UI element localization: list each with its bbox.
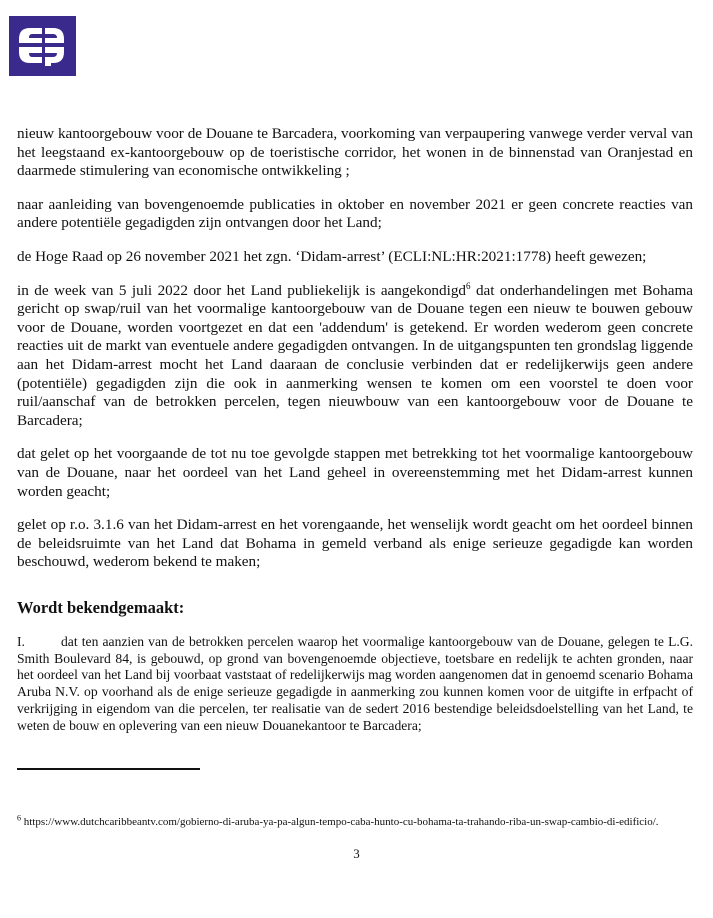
- paragraph-1: nieuw kantoorgebouw voor de Douane te Barcadera, voorkoming van verpaupering vanwege verder verval van het leegstaand ex-kantoorgebouw op de toeristische corridor, het wonen in de binnenstad van Oranjestad en daarmede stimulering van economische ontwikkeling ;: [17, 125, 693, 180]
- paragraph-3: de Hoge Raad op 26 november 2021 het zgn. ‘Didam-arrest’ (ECLI:NL:HR:2021:1778) heeft gewezen;: [17, 247, 647, 265]
- section-heading: Wordt bekendgemaakt:: [17, 598, 185, 617]
- page-number: 3: [353, 846, 360, 861]
- footnote-reference[interactable]: 6: [466, 280, 471, 291]
- paragraph-5: dat gelet op het voorgaande de tot nu toe gevolgde stappen met betrekking tot het voormalige kantoorgebouw van de Douane, naar het oordeel van het Land geheel in overeenstemming met het Didam-arrest kunnen worden geacht;: [17, 445, 693, 500]
- footnote-number: 6: [17, 813, 21, 823]
- paragraph-4-rest: dat onderhandelingen met Bohama gericht op swap/ruil van het voormalige kantoorgebouw van de Douane tegen een nieuw te bouwen gebouw voor de Douane, worden voortgezet en dat een 'addendum' is getekend. Er worden wederom geen concrete reacties uit de markt van eventuele andere gegadigden ontvangen. In de uitgangspunten ten grondslag liggende aan het Didam-arrest mocht het Land daaraan de conclusie verbinden dat er redelijkerwijs geen andere (potentiële) gegadigden zijn die ook in aanmerking wensen te komen om een voorstel te doen voor ruil/aanschaf van de betrokken percelen, tegen nieuwbouw van een kantoorgebouw voor de Douane te Barcadera;: [17, 281, 693, 429]
- paragraph-4: [17, 282, 693, 431]
- logo-mark: [19, 28, 64, 66]
- footnote-link[interactable]: https://www.dutchcaribbeantv.com/gobierno-di-aruba-ya-pa-algun-tempo-caba-hunto-cu-bohama-ta-trahando-riba-un-swap-cambio-di-edificio/.: [21, 816, 659, 828]
- paragraph-2: naar aanleiding van bovengenoemde publicaties in oktober en november 2021 er geen concrete reacties van andere potentiële gegadigden zijn ontvangen door het Land;: [17, 195, 693, 232]
- paragraph-4-start: in de week van 5 juli 2022 door het Land publiekelijk is aangekondigd: [17, 281, 467, 299]
- footnote: [17, 815, 697, 830]
- logo-background: [9, 16, 76, 76]
- body-text: [17, 125, 693, 572]
- paragraph-6: gelet op r.o. 3.1.6 van het Didam-arrest en het vorengaande, het wenselijk wordt geacht om het oordeel binnen de beleidsruimte van het Land dat Bohama in gemeld verband als enige serieuze gegadigde kan worden beschouwd, wederom bekend te maken;: [17, 516, 693, 571]
- footnote-separator: [17, 768, 200, 770]
- decision-item-number: I.: [17, 634, 25, 649]
- decision-item-text: dat ten aanzien van de betrokken percelen waarop het voormalige kantoorgebouw van de Douane, gelegen te L.G. Smith Boulevard 84, is gebouwd, op grond van bovengenoemde objectieve, toetsbare en redelijk te achten gronden, naar het oordeel van het Land bij voorbaat vaststaat of redelijkerwijs mag worden aangenomen dat in genoemd scenario Bohama Aruba N.V. op voorhand als de enige serieuze gegadigde in aanmerking zou kunnen komen voor de uitgifte in erfpacht of verkrijging in eigendom van die percelen, ter realisatie van de sedert 2016 bestendige beleidsdoelstelling van het Land, te weten de bouw en oplevering van een nieuw Douanekantoor te Barcadera;: [17, 634, 693, 733]
- organization-logo: [9, 16, 76, 76]
- decision-item: [17, 634, 693, 734]
